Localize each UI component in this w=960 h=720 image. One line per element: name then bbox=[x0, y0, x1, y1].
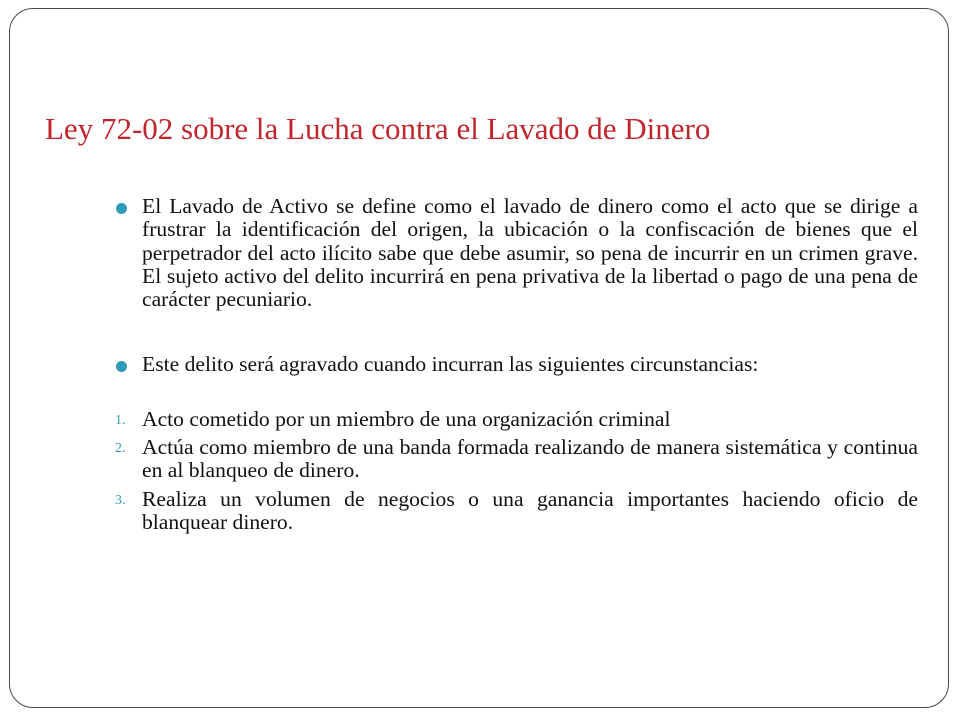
numbered-text: Realiza un volumen de negocios o una ganancia importantes haciendo oficio de blanquear dinero. bbox=[142, 486, 918, 534]
item-number: 1. bbox=[115, 412, 126, 428]
numbered-item bbox=[115, 408, 918, 431]
bullet-dot-icon bbox=[116, 361, 127, 372]
item-number: 2. bbox=[115, 441, 126, 457]
bullet-text: Este delito será agravado cuando incurran las siguientes circunstancias: bbox=[142, 352, 759, 377]
numbered-item bbox=[115, 436, 918, 483]
numbered-item bbox=[115, 488, 918, 535]
slide-body bbox=[115, 195, 918, 534]
item-number: 3. bbox=[115, 492, 126, 508]
bullet-item bbox=[115, 195, 918, 311]
bullet-item bbox=[115, 353, 918, 376]
numbered-text: Actúa como miembro de una banda formada realizando de manera sistemática y continua en al blanqueo de dinero. bbox=[142, 435, 918, 483]
numbered-text: Acto cometido por un miembro de una organización criminal bbox=[142, 406, 671, 431]
slide-frame bbox=[9, 8, 949, 708]
bullet-dot-icon bbox=[116, 203, 127, 214]
slide-title: Ley 72-02 sobre la Lucha contra el Lavado de Dinero bbox=[45, 111, 711, 146]
bullet-text: El Lavado de Activo se define como el lavado de dinero como el acto que se dirige a frustrar la identificación del origen, la ubicación o la confiscación de bienes que el perpetrador del acto ilícito sabe que debe asumir, so pena de incurrir en un crimen grave. El sujeto activo del delito incurrirá en pena privativa de la libertad o pago de una pena de carácter pecuniario. bbox=[142, 194, 918, 312]
